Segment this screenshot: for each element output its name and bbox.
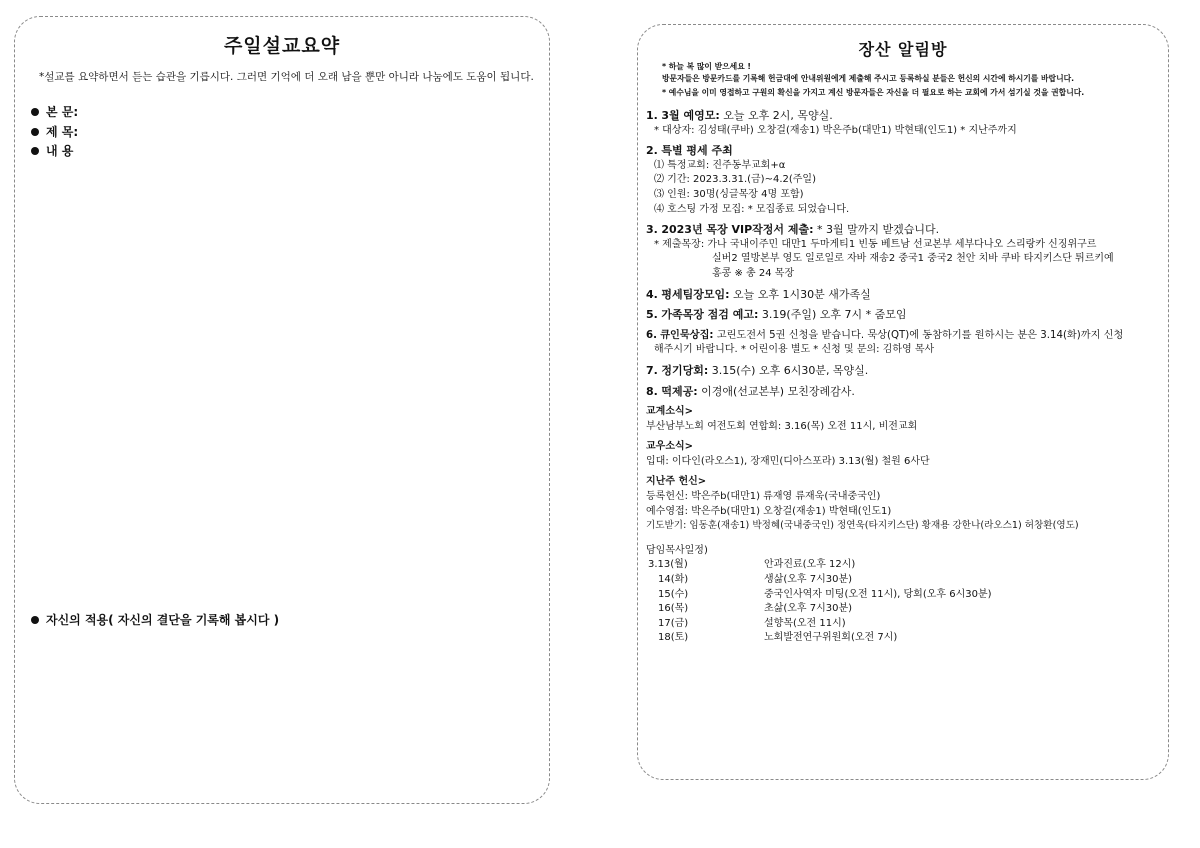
- schedule-event: 생삶(오후 7시30분): [764, 574, 853, 586]
- announcements-title: 장산 알림방: [858, 40, 948, 59]
- schedule-day: 15(수): [658, 588, 689, 600]
- sermon-summary-panel: [14, 16, 550, 804]
- announcement-item: 7. 정기당회: 3.15(수) 오후 6시30분, 목양실.: [646, 363, 869, 377]
- bullet-scripture: 본 문:: [31, 103, 78, 120]
- bullet-icon: [31, 616, 39, 624]
- announcement-item: 2. 특별 평세 주최 ⑴ 특정교회: 진주동부교회+α ⑵ 기간: 2023.3.31.(금)~4.2(주일) ⑶ 인원: 30명(싱글목장 4명 포함) ⑷ 호스팅 가정 모집: * 모집종료 되었습니다.: [646, 144, 850, 215]
- announcement-item: 8. 떡제공: 이경애(선교본부) 모친장례감사.: [646, 384, 855, 398]
- bullet-application: 자신의 적용( 자신의 결단을 기록해 봅시다 ): [31, 611, 279, 628]
- schedule-event: 중국인사역자 미팅(오전 11시), 당회(오후 6시30분): [764, 588, 992, 600]
- last-week-dedication-section: 지난주 헌신> 등록헌신: 박은주b(대만1) 류재영 류재욱(국내중국인) 예수영접: 박은주b(대만1) 오창걸(재송1) 박현태(인도1) 기도받기: 임동훈(재송1) 박정혜(국내중국인) 정연욱(타지키스단) 황재용 강한나(라오스1) 허창환(영도): [646, 476, 1079, 532]
- notice-line: * 예수님을 이미 영접하고 구원의 확신을 가지고 계신 방문자들은 자신을 더 필요로 하는 교회에 가서 섬기실 것을 권합니다.: [662, 88, 1085, 97]
- schedule-day: 17(금): [658, 617, 689, 629]
- announcement-content: [646, 109, 1164, 646]
- bullet-content: 내 용: [31, 142, 73, 159]
- bullet-icon: [31, 128, 39, 136]
- announcement-item: 5. 가족목장 점검 예고: 3.19(주일) 오후 7시 * 줌모임: [646, 308, 907, 322]
- schedule-event: 안과진료(오후 12시): [764, 559, 856, 571]
- bullet-icon: [31, 108, 39, 116]
- schedule-day: 18(토): [658, 632, 689, 644]
- schedule-day: 3.13(월): [648, 559, 688, 571]
- announcements-panel: [637, 24, 1169, 780]
- schedule-day: 16(목): [658, 603, 689, 615]
- announcement-item: 3. 2023년 목장 VIP작정서 제출: * 3월 말까지 받겠습니다. * 제출목장: 가나 국내이주민 대만1 두마게티1 빈동 베트남 선교본부 세부다나오 스리랑카 신징위구르 실버2 열방본부 영도 일로일로 자바 재송2 중국1 중국2 천안 치바 쿠바 타지키스단 튀르키예 홍콩 ※ 총 24 목장: [646, 223, 1114, 279]
- bullet-title: 제 목:: [31, 123, 78, 140]
- announcement-item: 6. 큐인묵상집: 고린도전서 5권 신청을 받습니다. 묵상(QT)에 동참하기를 원하시는 분은 3.14(화)까지 신청 해주시기 바랍니다. * 어린이용 별도 * 신청 및 문의: 김하영 목사: [646, 329, 1124, 356]
- sermon-note: *설교를 요약하면서 듣는 습관을 기릅시다. 그러면 기억에 더 오래 남을 뿐만 아니라 나눔에도 도움이 됩니다.: [39, 71, 534, 83]
- schedule-event: 초삶(오후 7시30분): [764, 603, 853, 615]
- schedule-event: 설향목(오전 11시): [764, 617, 846, 629]
- announcement-item: 1. 3월 예영모: 오늘 오후 2시, 목양실. * 대상자: 김성태(쿠바) 오창걸(재송1) 박은주b(대만1) 박현태(인도1) * 지난주까지: [646, 109, 1017, 136]
- member-news-section: 교우소식> 입대: 이다인(라오스1), 장재민(디아스포라) 3.13(월) 철원 6사단: [646, 441, 930, 467]
- bullet-icon: [31, 147, 39, 155]
- notice-line: 방문자들은 방문카드를 기록해 헌금대에 안내위원에게 제출해 주시고 등록하실 분들은 헌신의 시간에 하시기를 바랍니다.: [662, 74, 1075, 83]
- notice-line: * 하늘 복 많이 받으세요 !: [662, 62, 751, 71]
- schedule-title: 담임목사일정): [646, 544, 708, 556]
- announcement-item: 4. 평세팀장모임: 오늘 오후 1시30분 새가족실: [646, 287, 871, 301]
- church-news-section: 교계소식> 부산남부노회 여전도회 연합회: 3.16(목) 오전 11시, 비전교회: [646, 406, 918, 432]
- notice-block: [650, 61, 1160, 99]
- schedule-event: 노회발전연구위원회(오전 7시): [764, 632, 898, 644]
- sermon-summary-title: 주일설교요약: [223, 35, 341, 57]
- schedule-day: 14(화): [658, 574, 689, 586]
- pastor-schedule: [646, 544, 1164, 646]
